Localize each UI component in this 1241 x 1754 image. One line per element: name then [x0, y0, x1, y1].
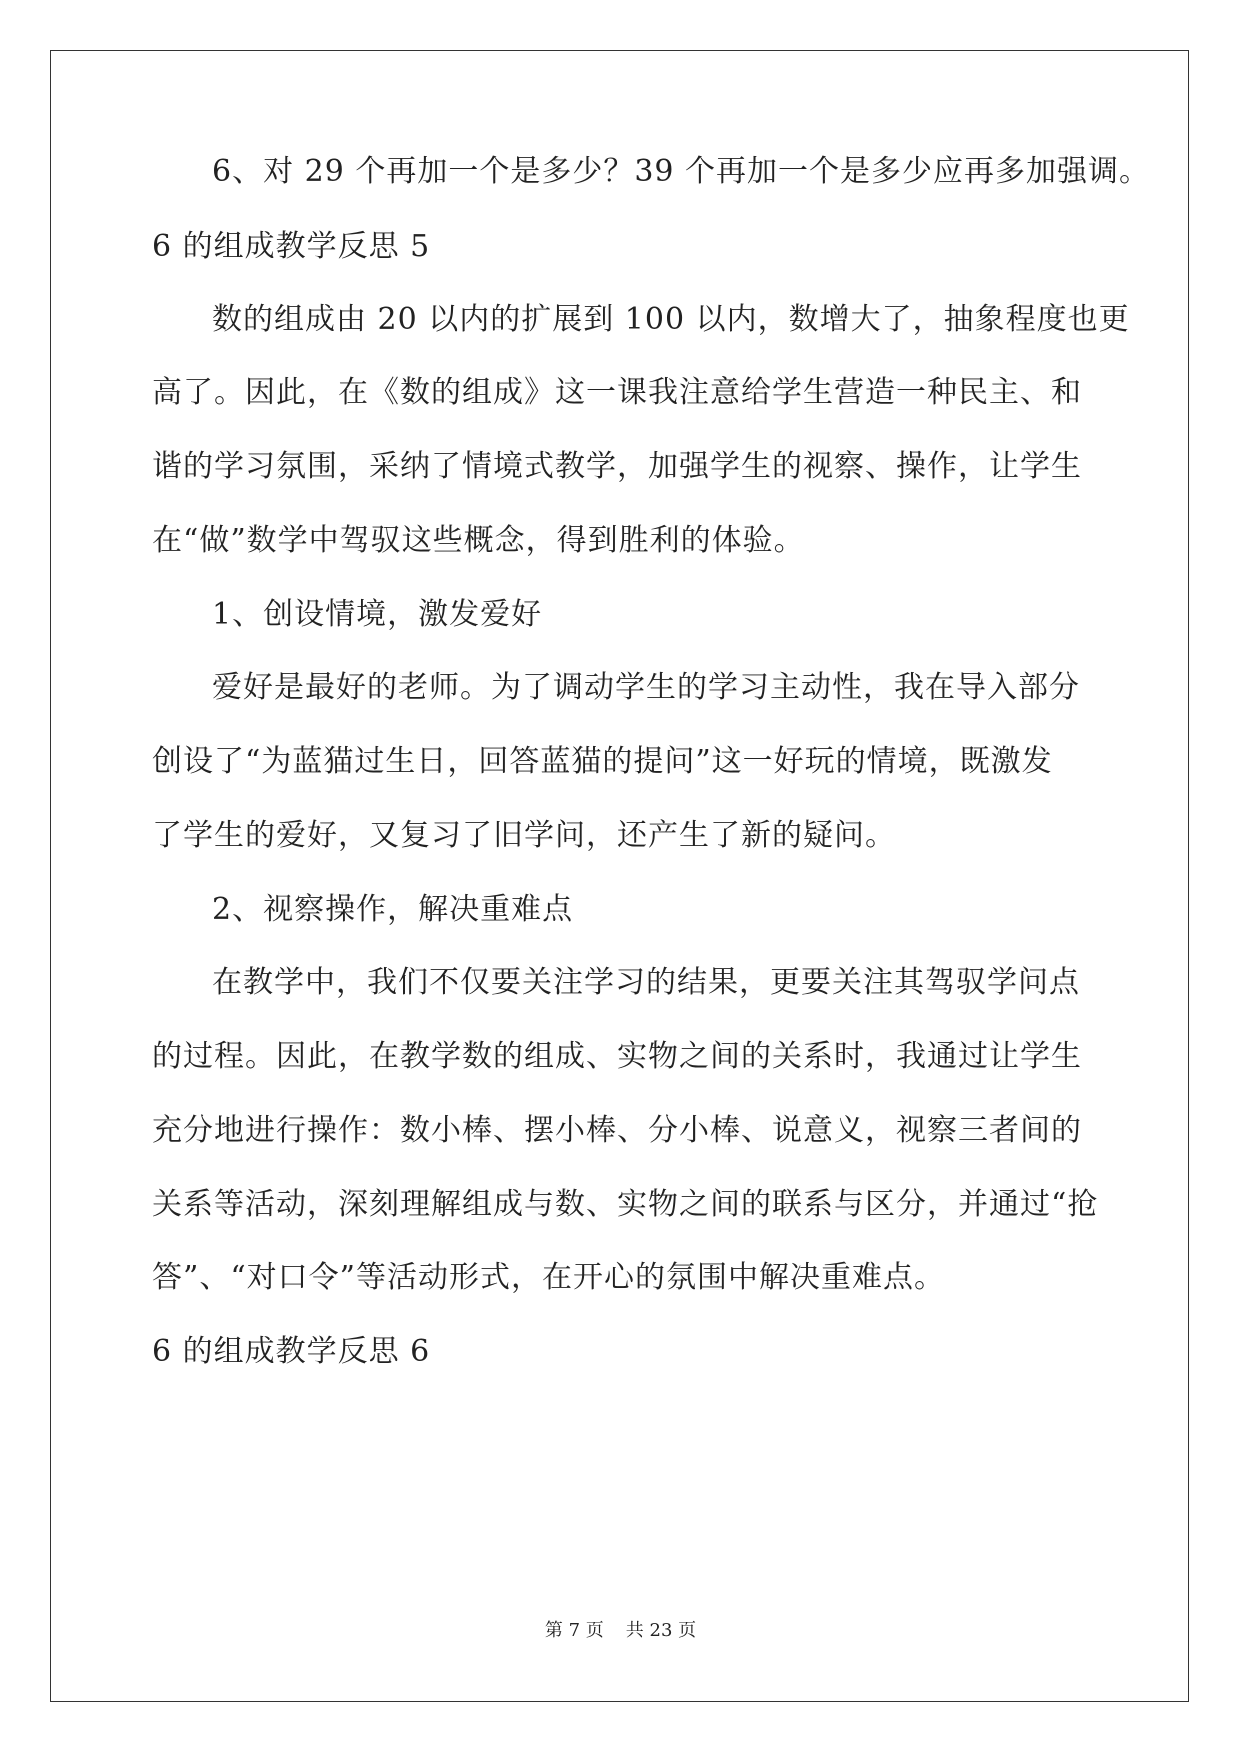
paragraph-line: 的过程。因此，在教学数的组成、实物之间的关系时，我通过让学生: [152, 1039, 1082, 1074]
paragraph-line: 谐的学习氛围，采纳了情境式教学，加强学生的视察、操作，让学生: [152, 449, 1082, 484]
paragraph-line: 了学生的爱好，又复习了旧学问，还产生了新的疑问。: [152, 818, 896, 853]
page-number: 第 7 页: [544, 1620, 604, 1641]
paragraph-line: 创设了“为蓝猫过生日，回答蓝猫的提问”这一好玩的情境，既激发: [152, 744, 1053, 779]
page-footer: [0, 1620, 1241, 1642]
subheading: 2、视察操作，解决重难点: [212, 892, 574, 927]
paragraph-line: 高了。因此，在《数的组成》这一课我注意给学生营造一种民主、和: [152, 375, 1082, 410]
page-total: 共 23 页: [625, 1620, 697, 1641]
paragraph-line: 爱好是最好的老师。为了调动学生的学习主动性，我在导入部分: [212, 670, 1080, 705]
section-heading: 6 的组成教学反思 5: [152, 229, 431, 264]
paragraph-line: 在“做”数学中驾驭这些概念，得到胜利的体验。: [152, 523, 805, 558]
paragraph-line: 关系等活动，深刻理解组成与数、实物之间的联系与区分，并通过“抢: [152, 1187, 1099, 1222]
paragraph-line: 答”、“对口令”等活动形式，在开心的氛围中解决重难点。: [152, 1260, 946, 1295]
paragraph-line: 6、对 29 个再加一个是多少？39 个再加一个是多少应再多加强调。: [212, 154, 1151, 189]
paragraph-line: 在教学中，我们不仅要关注学习的结果，更要关注其驾驭学问点: [212, 965, 1080, 1000]
paragraph-line: 数的组成由 20 以内的扩展到 100 以内，数增大了，抽象程度也更: [212, 302, 1130, 337]
subheading: 1、创设情境，激发爱好: [212, 597, 543, 632]
page-border: [50, 50, 1189, 1702]
paragraph-line: 充分地进行操作：数小棒、摆小棒、分小棒、说意义，视察三者间的: [152, 1113, 1082, 1148]
section-heading: 6 的组成教学反思 6: [152, 1334, 431, 1369]
